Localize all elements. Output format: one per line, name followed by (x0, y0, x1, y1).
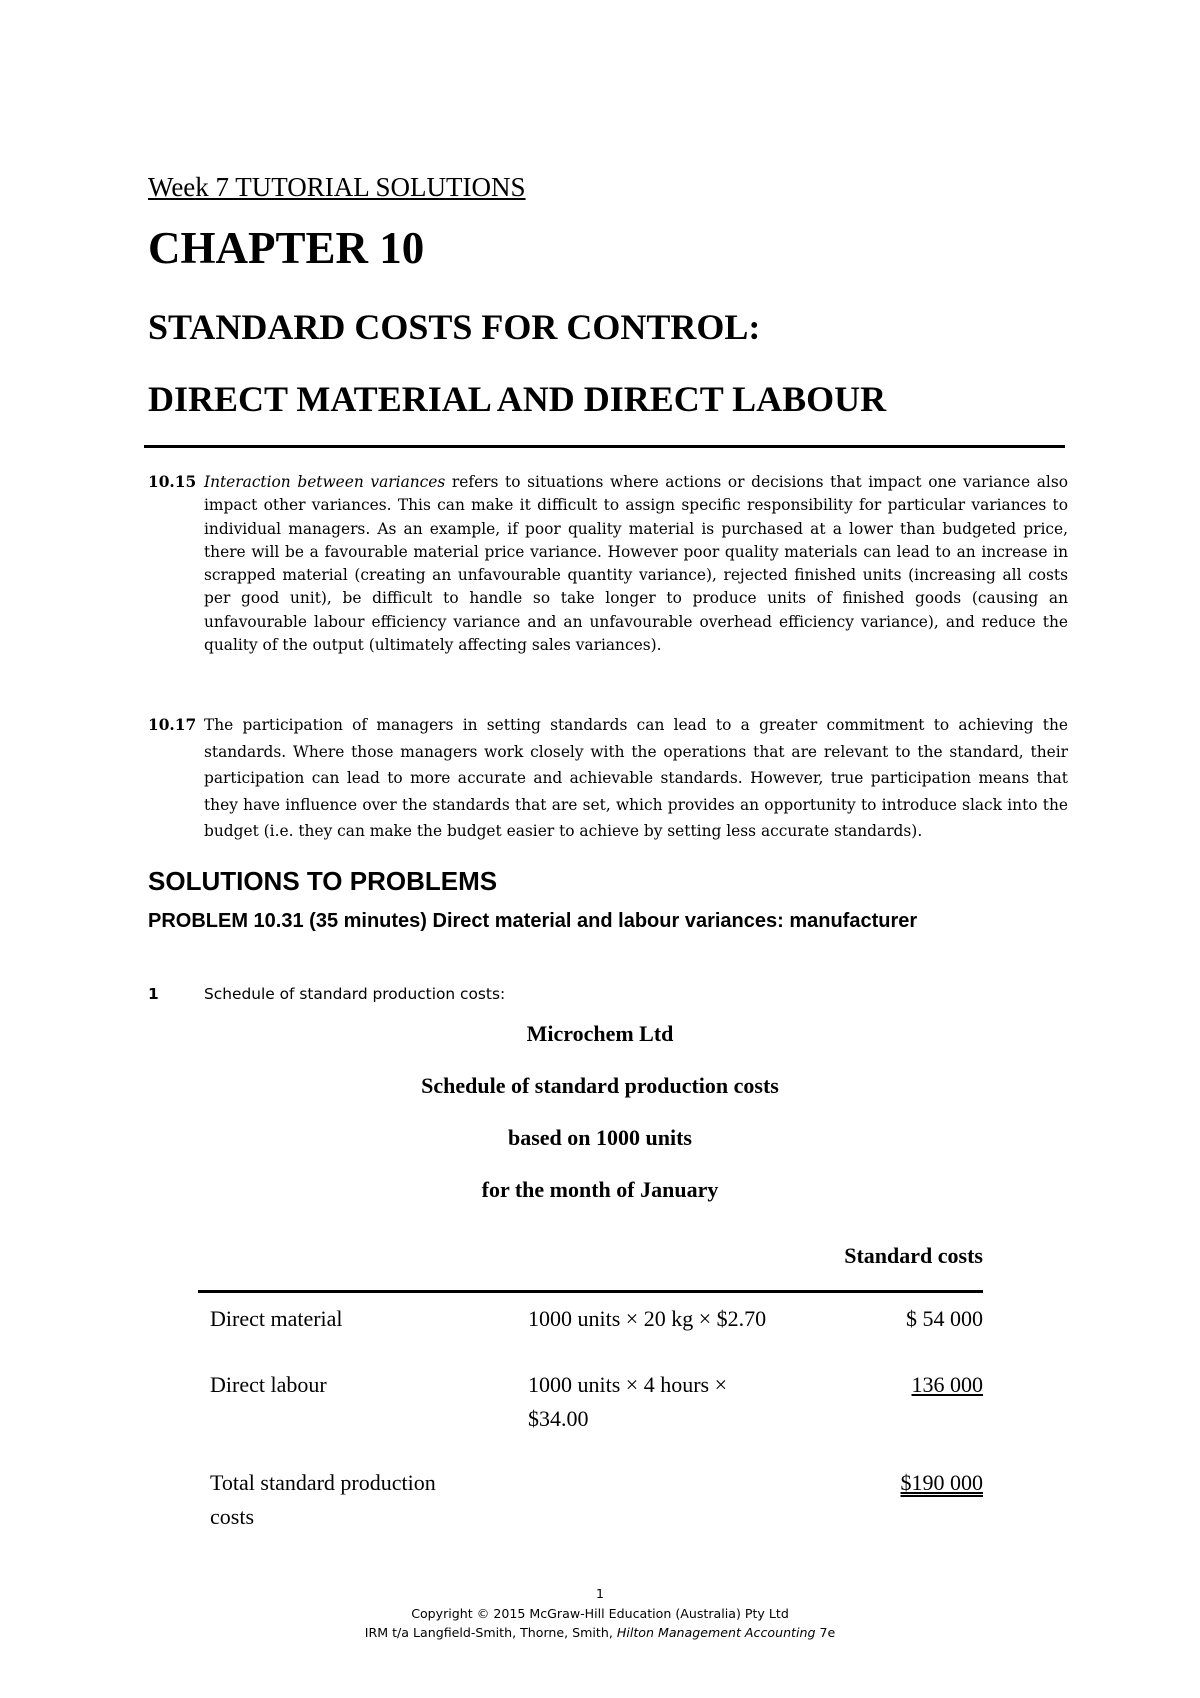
week-title: Week 7 TUTORIAL SOLUTIONS (148, 172, 526, 202)
schedule-basis: based on 1000 units (507, 1125, 692, 1150)
row-amount: $ 54 000 (906, 1306, 983, 1331)
question-lead-italic: Interaction between variances (204, 473, 446, 491)
solutions-heading: SOLUTIONS TO PROBLEMS (148, 866, 498, 896)
question-10-15 (148, 471, 1068, 657)
schedule-column-header: Standard costs (844, 1243, 983, 1268)
row-amount-total: $190 000 (900, 1470, 983, 1495)
footer-book-title: Hilton Management Accounting (616, 1625, 816, 1640)
row-label: Direct labour (210, 1372, 327, 1397)
question-10-17 (148, 712, 1068, 845)
page-number: 1 (595, 1586, 604, 1601)
schedule-title: Schedule of standard production costs (421, 1073, 779, 1098)
footer-irm-prefix: IRM t/a Langfield-Smith, Thorne, Smith, (364, 1625, 617, 1640)
footer-irm (0, 1625, 1200, 1640)
schedule-table-rule (198, 1290, 983, 1293)
row-label: Direct material (210, 1306, 343, 1331)
problem-heading: PROBLEM 10.31 (35 minutes) Direct material and labour variances: manufacturer (148, 910, 918, 932)
question-answer-text: refers to situations where actions or decisions that impact one variance also impact other variances. This can make it difficult to assign specific responsibility for particular variances to individual managers. As an example, if poor quality material is purchased at a lower than budgeted price, there will be a favourable material price variance. However poor quality materials can lead to an increase in scrapped material (creating an unfavourable quantity variance), rejected finished units (increasing all costs per good unit), be difficult to handle so take longer to produce units of finished goods (causing an unfavourable labour efficiency variance and an unfavourable overhead efficiency variance), and reduce the quality of the output (ultimately affecting sales variances). (204, 473, 1068, 655)
chapter-subtitle-line2: DIRECT MATERIAL AND DIRECT LABOUR (148, 379, 887, 419)
footer-edition: 7e (815, 1625, 836, 1640)
question-answer-text: The participation of managers in setting standards can lead to a greater commitment to achieving the standards. Where those managers work closely with the operations that are relevant to the standard, their participation can lead to more accurate and achievable standards. However, true participation means that they have influence over the standards that are set, which provides an opportunity to introduce slack into the budget (i.e. they can make the budget easier to achieve by setting less accurate standards). (204, 716, 1068, 840)
chapter-title: CHAPTER 10 (148, 223, 425, 273)
step-number: 1 (148, 985, 159, 1003)
question-number: 10.17 (148, 716, 197, 734)
row-calculation: 1000 units × 4 hours × $34.00 (528, 1372, 727, 1431)
schedule-company: Microchem Ltd (526, 1021, 674, 1046)
row-amount: 136 000 (911, 1372, 983, 1397)
row-calculation: 1000 units × 20 kg × $2.70 (528, 1306, 767, 1331)
row-label: Total standard production costs (210, 1470, 436, 1529)
chapter-subtitle-line1: STANDARD COSTS FOR CONTROL: (148, 307, 761, 347)
step-text: Schedule of standard production costs: (204, 985, 506, 1003)
question-answer (204, 471, 1068, 657)
schedule-period: for the month of January (481, 1177, 719, 1202)
header-divider (144, 445, 1065, 448)
question-number: 10.15 (148, 473, 197, 491)
footer-copyright: Copyright © 2015 McGraw-Hill Education (Australia) Pty Ltd (411, 1606, 789, 1621)
